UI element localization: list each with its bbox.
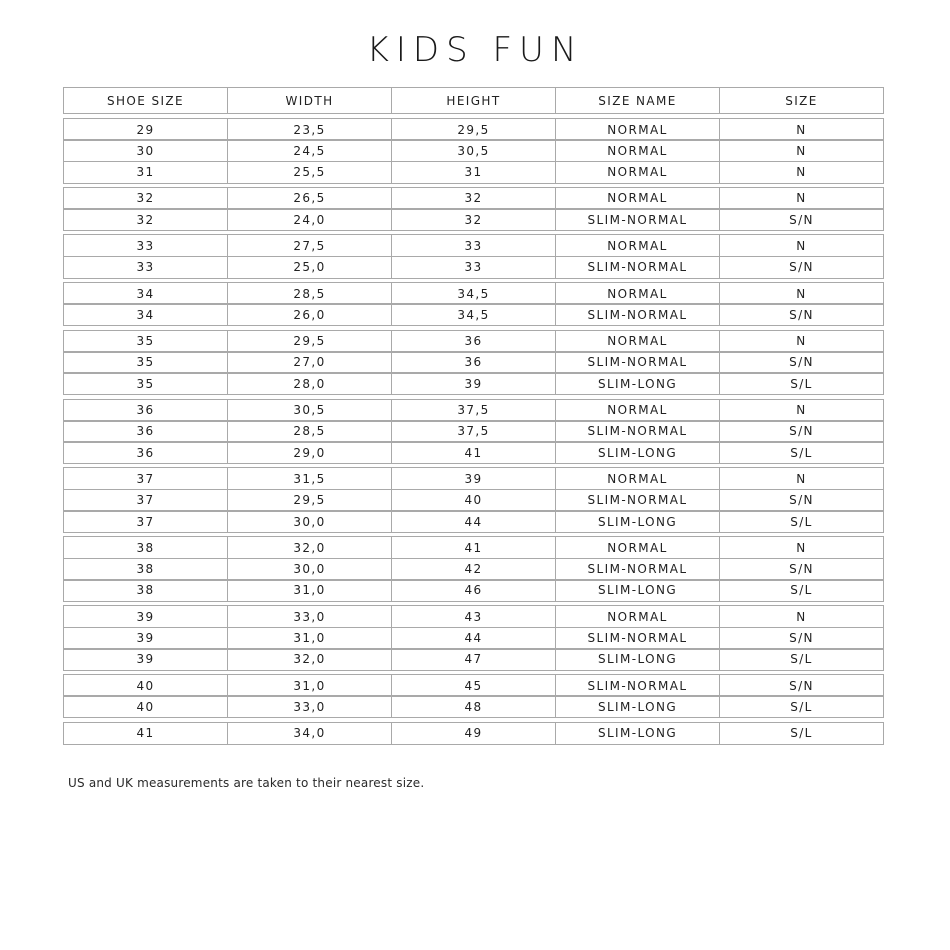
- height-cell: 32: [391, 187, 556, 210]
- shoe-size-cell: 40: [63, 695, 228, 718]
- width-cell: 25,5: [227, 161, 392, 184]
- table-row: [63, 605, 887, 627]
- size-cell: S/L: [719, 648, 884, 671]
- size-name-cell: NORMAL: [555, 467, 720, 490]
- size-name-cell: SLIM-NORMAL: [555, 256, 720, 279]
- table-row: [63, 187, 887, 209]
- height-cell: 34,5: [391, 303, 556, 326]
- size-group: [63, 467, 887, 532]
- shoe-size-cell: 35: [63, 351, 228, 374]
- size-table-body: [63, 118, 887, 748]
- height-cell: 45: [391, 674, 556, 697]
- shoe-size-cell: 38: [63, 558, 228, 581]
- shoe-size-cell: 32: [63, 208, 228, 231]
- shoe-size-cell: 39: [63, 605, 228, 628]
- width-cell: 28,5: [227, 282, 392, 305]
- size-cell: N: [719, 118, 884, 141]
- shoe-size-cell: 38: [63, 536, 228, 559]
- size-name-cell: SLIM-NORMAL: [555, 208, 720, 231]
- size-cell: S/N: [719, 558, 884, 581]
- height-cell: 34,5: [391, 282, 556, 305]
- column-header-size-name: SIZE NAME: [555, 87, 720, 114]
- shoe-size-cell: 34: [63, 282, 228, 305]
- height-cell: 37,5: [391, 420, 556, 443]
- height-cell: 44: [391, 510, 556, 533]
- height-cell: 41: [391, 441, 556, 464]
- shoe-size-cell: 39: [63, 627, 228, 650]
- shoe-size-cell: 35: [63, 372, 228, 395]
- width-cell: 26,5: [227, 187, 392, 210]
- size-cell: S/N: [719, 674, 884, 697]
- height-cell: 36: [391, 330, 556, 353]
- table-row: [63, 161, 887, 183]
- table-row: [63, 303, 887, 325]
- width-cell: 33,0: [227, 695, 392, 718]
- column-header-height: HEIGHT: [391, 87, 556, 114]
- shoe-size-cell: 34: [63, 303, 228, 326]
- height-cell: 44: [391, 627, 556, 650]
- size-name-cell: SLIM-LONG: [555, 695, 720, 718]
- size-cell: S/L: [719, 722, 884, 745]
- shoe-size-cell: 29: [63, 118, 228, 141]
- table-row: [63, 536, 887, 558]
- size-name-cell: SLIM-NORMAL: [555, 489, 720, 512]
- width-cell: 33,0: [227, 605, 392, 628]
- size-cell: N: [719, 330, 884, 353]
- shoe-size-cell: 37: [63, 489, 228, 512]
- size-cell: N: [719, 605, 884, 628]
- width-cell: 29,0: [227, 441, 392, 464]
- width-cell: 30,5: [227, 399, 392, 422]
- size-group: [63, 330, 887, 395]
- height-cell: 33: [391, 234, 556, 257]
- size-name-cell: SLIM-LONG: [555, 648, 720, 671]
- size-name-cell: SLIM-LONG: [555, 579, 720, 602]
- shoe-size-cell: 38: [63, 579, 228, 602]
- size-name-cell: NORMAL: [555, 330, 720, 353]
- width-cell: 29,5: [227, 330, 392, 353]
- footnote: US and UK measurements are taken to their nearest size.: [68, 776, 425, 790]
- table-row: [63, 510, 887, 532]
- width-cell: 31,5: [227, 467, 392, 490]
- size-cell: N: [719, 234, 884, 257]
- shoe-size-cell: 32: [63, 187, 228, 210]
- table-row: [63, 330, 887, 352]
- table-row: [63, 648, 887, 670]
- size-cell: N: [719, 187, 884, 210]
- table-row: [63, 351, 887, 373]
- size-group: [63, 399, 887, 464]
- height-cell: 29,5: [391, 118, 556, 141]
- size-name-cell: NORMAL: [555, 118, 720, 141]
- shoe-size-cell: 37: [63, 510, 228, 533]
- size-name-cell: SLIM-LONG: [555, 722, 720, 745]
- size-cell: N: [719, 399, 884, 422]
- width-cell: 32,0: [227, 648, 392, 671]
- page-title: KIDS FUN: [366, 30, 584, 70]
- table-row: [63, 282, 887, 304]
- size-name-cell: NORMAL: [555, 605, 720, 628]
- height-cell: 48: [391, 695, 556, 718]
- width-cell: 24,0: [227, 208, 392, 231]
- width-cell: 30,0: [227, 558, 392, 581]
- shoe-size-cell: 30: [63, 139, 228, 162]
- size-name-cell: SLIM-NORMAL: [555, 558, 720, 581]
- shoe-size-cell: 37: [63, 467, 228, 490]
- size-name-cell: SLIM-NORMAL: [555, 674, 720, 697]
- column-header-width: WIDTH: [227, 87, 392, 114]
- size-name-cell: SLIM-LONG: [555, 372, 720, 395]
- table-row: [63, 722, 887, 744]
- size-group: [63, 187, 887, 231]
- size-cell: N: [719, 282, 884, 305]
- width-cell: 31,0: [227, 627, 392, 650]
- height-cell: 46: [391, 579, 556, 602]
- table-row: [63, 256, 887, 278]
- shoe-size-cell: 36: [63, 399, 228, 422]
- height-cell: 32: [391, 208, 556, 231]
- size-cell: N: [719, 467, 884, 490]
- size-cell: S/N: [719, 256, 884, 279]
- shoe-size-cell: 36: [63, 420, 228, 443]
- shoe-size-cell: 31: [63, 161, 228, 184]
- table-row: [63, 674, 887, 696]
- size-name-cell: SLIM-LONG: [555, 510, 720, 533]
- shoe-size-cell: 36: [63, 441, 228, 464]
- size-cell: S/N: [719, 489, 884, 512]
- width-cell: 31,0: [227, 579, 392, 602]
- size-group: [63, 118, 887, 183]
- table-row: [63, 234, 887, 256]
- size-cell: N: [719, 139, 884, 162]
- shoe-size-cell: 33: [63, 256, 228, 279]
- size-group: [63, 722, 887, 744]
- size-name-cell: SLIM-NORMAL: [555, 351, 720, 374]
- table-header: [63, 87, 887, 114]
- size-name-cell: NORMAL: [555, 139, 720, 162]
- table-row: [63, 399, 887, 421]
- size-cell: N: [719, 536, 884, 559]
- width-cell: 31,0: [227, 674, 392, 697]
- table-row: [63, 372, 887, 394]
- size-cell: S/L: [719, 510, 884, 533]
- size-name-cell: SLIM-NORMAL: [555, 627, 720, 650]
- shoe-size-cell: 40: [63, 674, 228, 697]
- size-cell: S/N: [719, 351, 884, 374]
- table-row: [63, 441, 887, 463]
- table-row: [63, 627, 887, 649]
- table-row: [63, 208, 887, 230]
- table-row: [63, 420, 887, 442]
- size-name-cell: NORMAL: [555, 161, 720, 184]
- height-cell: 40: [391, 489, 556, 512]
- size-group: [63, 234, 887, 278]
- table-row: [63, 558, 887, 580]
- size-name-cell: NORMAL: [555, 234, 720, 257]
- size-cell: S/N: [719, 420, 884, 443]
- height-cell: 31: [391, 161, 556, 184]
- width-cell: 28,0: [227, 372, 392, 395]
- table-row: [63, 695, 887, 717]
- size-group: [63, 605, 887, 670]
- height-cell: 39: [391, 372, 556, 395]
- height-cell: 49: [391, 722, 556, 745]
- size-cell: S/L: [719, 441, 884, 464]
- height-cell: 30,5: [391, 139, 556, 162]
- table-row: [63, 579, 887, 601]
- column-header-size: SIZE: [719, 87, 884, 114]
- width-cell: 24,5: [227, 139, 392, 162]
- width-cell: 30,0: [227, 510, 392, 533]
- height-cell: 41: [391, 536, 556, 559]
- size-cell: S/N: [719, 208, 884, 231]
- size-name-cell: NORMAL: [555, 187, 720, 210]
- table-row: [63, 139, 887, 161]
- size-name-cell: SLIM-LONG: [555, 441, 720, 464]
- width-cell: 29,5: [227, 489, 392, 512]
- size-group: [63, 282, 887, 326]
- width-cell: 28,5: [227, 420, 392, 443]
- shoe-size-cell: 41: [63, 722, 228, 745]
- table-row: [63, 467, 887, 489]
- size-cell: S/L: [719, 579, 884, 602]
- shoe-size-cell: 33: [63, 234, 228, 257]
- column-header-shoe-size: SHOE SIZE: [63, 87, 228, 114]
- size-name-cell: NORMAL: [555, 282, 720, 305]
- size-cell: S/N: [719, 303, 884, 326]
- height-cell: 39: [391, 467, 556, 490]
- size-name-cell: NORMAL: [555, 536, 720, 559]
- height-cell: 37,5: [391, 399, 556, 422]
- size-group: [63, 536, 887, 601]
- width-cell: 26,0: [227, 303, 392, 326]
- size-name-cell: NORMAL: [555, 399, 720, 422]
- size-cell: S/L: [719, 695, 884, 718]
- height-cell: 36: [391, 351, 556, 374]
- table-row: [63, 489, 887, 511]
- width-cell: 25,0: [227, 256, 392, 279]
- size-group: [63, 674, 887, 718]
- size-name-cell: SLIM-NORMAL: [555, 303, 720, 326]
- shoe-size-cell: 35: [63, 330, 228, 353]
- size-name-cell: SLIM-NORMAL: [555, 420, 720, 443]
- width-cell: 27,5: [227, 234, 392, 257]
- shoe-size-cell: 39: [63, 648, 228, 671]
- size-cell: N: [719, 161, 884, 184]
- width-cell: 34,0: [227, 722, 392, 745]
- height-cell: 43: [391, 605, 556, 628]
- width-cell: 27,0: [227, 351, 392, 374]
- size-cell: S/L: [719, 372, 884, 395]
- width-cell: 32,0: [227, 536, 392, 559]
- height-cell: 33: [391, 256, 556, 279]
- size-cell: S/N: [719, 627, 884, 650]
- height-cell: 47: [391, 648, 556, 671]
- width-cell: 23,5: [227, 118, 392, 141]
- table-row: [63, 118, 887, 140]
- height-cell: 42: [391, 558, 556, 581]
